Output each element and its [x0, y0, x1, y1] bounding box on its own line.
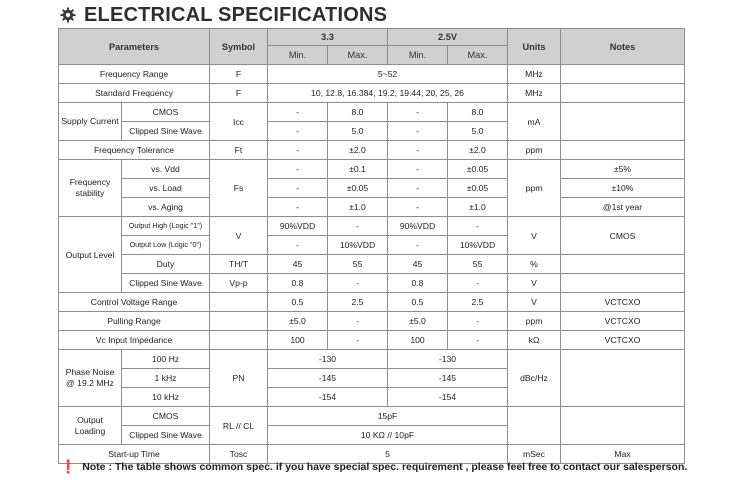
cell-max-2v5: - [448, 274, 508, 293]
cell-unit: ppm [508, 312, 561, 331]
page-title: ELECTRICAL SPECIFICATIONS [84, 3, 388, 26]
exclamation-icon: ❗ [60, 459, 77, 474]
cell-symbol: F [210, 65, 268, 84]
cell-max-3v3: 8.0 [328, 103, 388, 122]
table-row [59, 198, 685, 217]
cell-min-3v3: 90%VDD [268, 217, 328, 236]
param-pulling-range: Pulling Range [59, 312, 210, 331]
sub-param: 100 Hz [122, 350, 210, 369]
table-row [59, 293, 685, 312]
param-frequency-range: Frequency Range [59, 65, 210, 84]
sub-param: Output Low (Logic "0") [122, 236, 210, 255]
cell-min-2v5: - [388, 179, 448, 198]
cell-note: @1st year [561, 198, 685, 217]
sub-param: Clipped Sine Wave [122, 274, 210, 293]
cell-min-2v5: - [388, 141, 448, 160]
cell-min-2v5: - [388, 122, 448, 141]
cell-unit: % [508, 255, 561, 274]
cell-min-2v5: - [388, 103, 448, 122]
cell-note: VCTCXO [561, 331, 685, 350]
cell-value: 15pF [268, 407, 508, 426]
cell-note [561, 255, 685, 274]
header-symbol: Symbol [210, 29, 268, 65]
sub-param: Duty [122, 255, 210, 274]
param-output-loading: Output Loading [59, 407, 122, 445]
gear-icon [60, 7, 76, 23]
param-vc-input-impedance: Vc Input Impedance [59, 331, 210, 350]
cell-max-3v3: ±2.0 [328, 141, 388, 160]
table-row [59, 331, 685, 350]
cell-min-3v3: 100 [268, 331, 328, 350]
sub-param: Clipped Sine Wave [122, 122, 210, 141]
cell-min-3v3: - [268, 198, 328, 217]
cell-value: 10, 12.8, 16.384, 19.2, 19.44, 20, 25, 26 [268, 84, 508, 103]
table-row [59, 65, 685, 84]
sub-param: Clipped Sine Wave [122, 426, 210, 445]
cell-max-3v3: 5.0 [328, 122, 388, 141]
cell-max-3v3: ±0.1 [328, 160, 388, 179]
cell-value-2v5: -154 [388, 388, 508, 407]
cell-note [561, 407, 685, 445]
table-row [59, 179, 685, 198]
cell-min-2v5: 0.5 [388, 293, 448, 312]
cell-min-3v3: 45 [268, 255, 328, 274]
cell-note: CMOS [561, 217, 685, 255]
cell-note: Max [561, 445, 685, 464]
cell-min-3v3: - [268, 122, 328, 141]
cell-min-2v5: 0.8 [388, 274, 448, 293]
cell-unit: V [508, 274, 561, 293]
cell-unit: V [508, 293, 561, 312]
cell-note [561, 84, 685, 103]
cell-max-2v5: - [448, 331, 508, 350]
header-2v5: 2.5V [388, 29, 508, 46]
cell-value-2v5: -130 [388, 350, 508, 369]
cell-symbol: F [210, 84, 268, 103]
cell-max-2v5: ±1.0 [448, 198, 508, 217]
param-output-level: Output Level [59, 217, 122, 293]
cell-min-3v3: - [268, 141, 328, 160]
cell-max-3v3: 10%VDD [328, 236, 388, 255]
cell-max-2v5: ±0.05 [448, 179, 508, 198]
cell-min-3v3: ±5.0 [268, 312, 328, 331]
table-row [59, 217, 685, 236]
cell-min-2v5: - [388, 160, 448, 179]
cell-note: VCTCXO [561, 312, 685, 331]
sub-param: 10 kHz [122, 388, 210, 407]
cell-max-3v3: - [328, 331, 388, 350]
cell-max-2v5: 2.5 [448, 293, 508, 312]
param-frequency-stability: Frequency stability [59, 160, 122, 217]
footnote [60, 459, 687, 475]
cell-unit: MHz [508, 84, 561, 103]
cell-max-2v5: ±2.0 [448, 141, 508, 160]
cell-max-2v5: 5.0 [448, 122, 508, 141]
section-title [60, 4, 387, 26]
header-max-2v5: Max. [448, 46, 508, 65]
cell-symbol: RL // CL [210, 407, 268, 445]
cell-value-3v3: -145 [268, 369, 388, 388]
sub-param: 1 kHz [122, 369, 210, 388]
cell-symbol: TH/T [210, 255, 268, 274]
cell-note [561, 274, 685, 293]
sub-param: Output High (Logic "1") [122, 217, 210, 236]
cell-min-3v3: - [268, 179, 328, 198]
cell-note [561, 141, 685, 160]
cell-note [561, 65, 685, 84]
table-row [59, 141, 685, 160]
cell-max-2v5: 10%VDD [448, 236, 508, 255]
cell-unit: mSec [508, 445, 561, 464]
table-row [59, 160, 685, 179]
cell-symbol: Fs [210, 160, 268, 217]
header-min-2v5: Min. [388, 46, 448, 65]
table-row [59, 103, 685, 122]
cell-min-3v3: 0.5 [268, 293, 328, 312]
cell-min-3v3: - [268, 236, 328, 255]
sub-param: vs. Vdd [122, 160, 210, 179]
cell-max-3v3: 2.5 [328, 293, 388, 312]
cell-min-2v5: 45 [388, 255, 448, 274]
cell-min-2v5: ±5.0 [388, 312, 448, 331]
cell-min-2v5: 90%VDD [388, 217, 448, 236]
cell-symbol: Tosc [210, 445, 268, 464]
table-row [59, 312, 685, 331]
sub-param: vs. Aging [122, 198, 210, 217]
param-phase-noise: Phase Noise @ 19.2 MHz [59, 350, 122, 407]
cell-value-3v3: -154 [268, 388, 388, 407]
cell-value-2v5: -145 [388, 369, 508, 388]
sub-param: vs. Load [122, 179, 210, 198]
cell-min-2v5: 100 [388, 331, 448, 350]
cell-unit: V [508, 217, 561, 255]
cell-max-2v5: 8.0 [448, 103, 508, 122]
cell-max-2v5: ±0.05 [448, 160, 508, 179]
cell-value-3v3: -130 [268, 350, 388, 369]
cell-unit: MHz [508, 65, 561, 84]
cell-symbol [210, 331, 268, 350]
param-startup-time: Start-up Time [59, 445, 210, 464]
footnote-text: Note : The table shows common spec. if you have special spec. requirement , please feel free to contact our salesperson. [82, 461, 688, 473]
header-max-3v3: Max. [328, 46, 388, 65]
cell-symbol: V [210, 217, 268, 255]
cell-unit: mA [508, 103, 561, 141]
cell-symbol: Ft [210, 141, 268, 160]
cell-value: 10 KΩ // 10pF [268, 426, 508, 445]
cell-symbol: PN [210, 350, 268, 407]
cell-unit [508, 407, 561, 445]
sub-param: CMOS [122, 407, 210, 426]
cell-symbol [210, 293, 268, 312]
cell-note: ±10% [561, 179, 685, 198]
cell-unit: kΩ [508, 331, 561, 350]
param-supply-current: Supply Current [59, 103, 122, 141]
cell-max-2v5: - [448, 217, 508, 236]
cell-max-3v3: - [328, 274, 388, 293]
sub-param: CMOS [122, 103, 210, 122]
cell-note [561, 103, 685, 141]
cell-value: 5 [268, 445, 508, 464]
cell-symbol: Vp-p [210, 274, 268, 293]
cell-max-3v3: ±0.05 [328, 179, 388, 198]
specifications-table [58, 28, 685, 464]
cell-max-2v5: 55 [448, 255, 508, 274]
table-row [59, 407, 685, 426]
param-control-voltage-range: Control Voltage Range [59, 293, 210, 312]
cell-note: VCTCXO [561, 293, 685, 312]
header-notes: Notes [561, 29, 685, 65]
cell-min-2v5: - [388, 198, 448, 217]
cell-unit: dBc/Hz [508, 350, 561, 407]
param-frequency-tolerance: Frequency Tolerance [59, 141, 210, 160]
table-row [59, 255, 685, 274]
cell-min-3v3: - [268, 160, 328, 179]
cell-value: 5~52 [268, 65, 508, 84]
cell-min-2v5: - [388, 236, 448, 255]
cell-symbol: Icc [210, 103, 268, 141]
table-row [59, 274, 685, 293]
table-row [59, 350, 685, 369]
cell-max-3v3: - [328, 217, 388, 236]
param-standard-frequency: Standard Frequency [59, 84, 210, 103]
cell-symbol [210, 312, 268, 331]
table-row [59, 84, 685, 103]
header-row-1 [59, 29, 685, 46]
header-parameters: Parameters [59, 29, 210, 65]
cell-unit: ppm [508, 160, 561, 217]
cell-unit: ppm [508, 141, 561, 160]
header-3v3: 3.3 [268, 29, 388, 46]
cell-max-3v3: 55 [328, 255, 388, 274]
cell-min-3v3: 0.8 [268, 274, 328, 293]
cell-min-3v3: - [268, 103, 328, 122]
header-units: Units [508, 29, 561, 65]
cell-note: ±5% [561, 160, 685, 179]
cell-note [561, 350, 685, 407]
cell-max-2v5: - [448, 312, 508, 331]
header-min-3v3: Min. [268, 46, 328, 65]
cell-max-3v3: ±1.0 [328, 198, 388, 217]
cell-max-3v3: - [328, 312, 388, 331]
